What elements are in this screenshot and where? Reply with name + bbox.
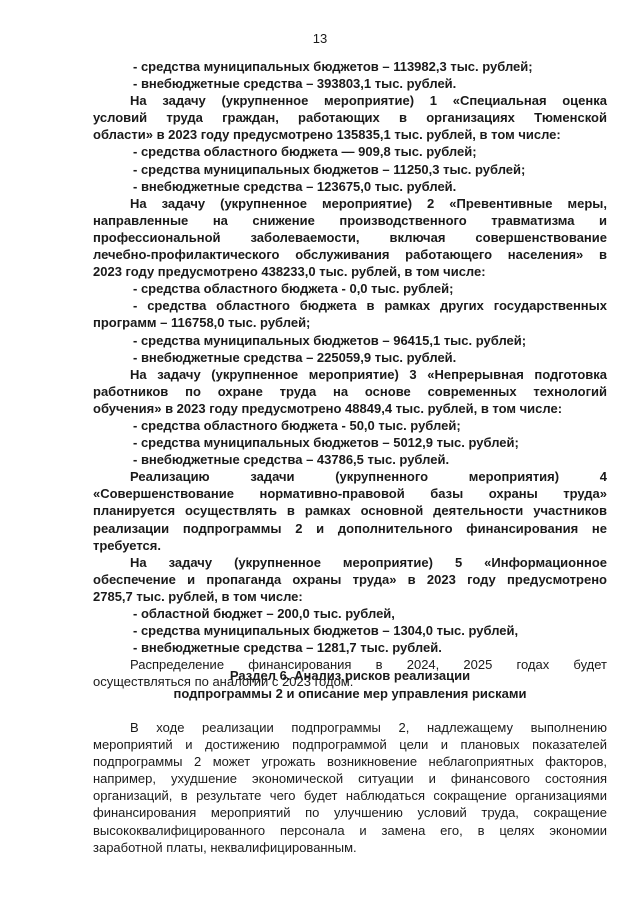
text-line: - внебюджетные средства – 1281,7 тыс. рублей. <box>133 640 442 656</box>
text-line: - внебюджетные средства – 123675,0 тыс. рублей. <box>133 178 457 194</box>
text-line: области» в 2023 году предусмотрено 135835,1 тыс. рублей, в том числе: <box>93 127 561 143</box>
text-line: В ходе реализации подпрограммы 2, надлежащему выполнению <box>130 720 607 735</box>
text-line: Реализацию задачи (укрупненного мероприятия) 4 <box>130 469 607 485</box>
risk-paragraph <box>93 719 607 856</box>
financing-text-block <box>93 58 607 690</box>
text-line: высококвалифицированного персонала и замена его, в целях экономии <box>93 822 607 838</box>
section-heading <box>93 667 607 702</box>
text-line: требуется. <box>93 537 161 553</box>
text-line: реализации подпрограммы 2 и дополнительного финансирования не <box>93 520 607 536</box>
section-heading-line: Раздел 6. Анализ рисков реализации <box>229 668 471 683</box>
text-line: На задачу (укрупненное мероприятие) 1 «Специальная оценка <box>130 93 607 109</box>
text-line: - средства муниципальных бюджетов – 113982,3 тыс. рублей; <box>133 59 533 74</box>
text-line: - средства областного бюджета - 0,0 тыс. рублей; <box>133 281 454 297</box>
text-line: программ – 116758,0 тыс. рублей; <box>93 315 311 331</box>
text-line: 2785,7 тыс. рублей, в том числе: <box>93 588 303 604</box>
text-line: - внебюджетные средства – 43786,5 тыс. рублей. <box>133 452 450 468</box>
text-line: лечебно-профилактического обслуживания работающего населения» в <box>93 247 607 263</box>
text-line: организаций, в результате чего будет наблюдаться сокращение организациями <box>93 788 607 804</box>
text-line: планируется осуществлять в рамках основной деятельности участников <box>93 503 607 519</box>
text-line: подпрограммы 2 может угрожать возникновение неблагоприятных факторов, <box>93 754 607 770</box>
text-line: - средства муниципальных бюджетов – 1304,0 тыс. рублей, <box>133 623 519 639</box>
section-heading-line: подпрограммы 2 и описание мер управления рисками <box>173 685 527 701</box>
text-line: условий труда граждан, работающих в организациях Тюменской <box>93 110 607 126</box>
text-line: На задачу (укрупненное мероприятие) 3 «Непрерывная подготовка <box>130 366 607 382</box>
text-line: осуществляться по аналогии с 2023 годом. <box>93 674 354 690</box>
text-line: например, ухудшение экономической ситуации и финансового состояния <box>93 771 607 787</box>
page-number: 13 <box>312 31 328 46</box>
text-line: - внебюджетные средства – 225059,9 тыс. рублей. <box>133 349 457 365</box>
text-line: направленные на снижение производственного травматизма и <box>93 212 607 228</box>
text-line: Распределение финансирования в 2024, 2025 годах будет <box>130 657 607 673</box>
text-line: 2023 году предусмотрено 438233,0 тыс. рублей, в том числе: <box>93 264 486 280</box>
text-line: работников по охране труда на основе современных технологий <box>93 383 607 399</box>
text-line: - средства областного бюджета в рамках других государственных <box>133 298 607 314</box>
text-line: обучения» в 2023 году предусмотрено 48849,4 тыс. рублей, в том числе: <box>93 400 563 416</box>
text-line: - средства муниципальных бюджетов – 11250,3 тыс. рублей; <box>133 161 526 177</box>
text-line: профессиональной заболеваемости, включая совершенствование <box>93 229 607 245</box>
text-line: На задачу (укрупненное мероприятие) 2 «Превентивные меры, <box>130 195 607 211</box>
text-line: - средства муниципальных бюджетов – 96415,1 тыс. рублей; <box>133 332 527 348</box>
text-line: На задачу (укрупненное мероприятие) 5 «Информационное <box>130 554 607 570</box>
text-line: - средства областного бюджета - 50,0 тыс. рублей; <box>133 417 461 433</box>
text-line: финансирования мероприятий по улучшению условий труда, сокращение <box>93 805 607 821</box>
text-line: мероприятий и достижению подпрограммой цели и плановых показателей <box>93 737 607 753</box>
text-line: обеспечение и пропаганда охраны труда» в 2023 году предусмотрено <box>93 571 607 587</box>
text-line: - средства муниципальных бюджетов – 5012,9 тыс. рублей; <box>133 435 519 451</box>
text-line: - внебюджетные средства – 393803,1 тыс. рублей. <box>133 76 457 92</box>
text-line: заработной платы, неквалифицированным. <box>93 839 357 855</box>
text-line: - областной бюджет – 200,0 тыс. рублей, <box>133 606 395 621</box>
text-line: «Совершенствование нормативно-правовой базы охраны труда» <box>93 486 607 502</box>
text-line: - средства областного бюджета — 909,8 тыс. рублей; <box>133 144 477 160</box>
